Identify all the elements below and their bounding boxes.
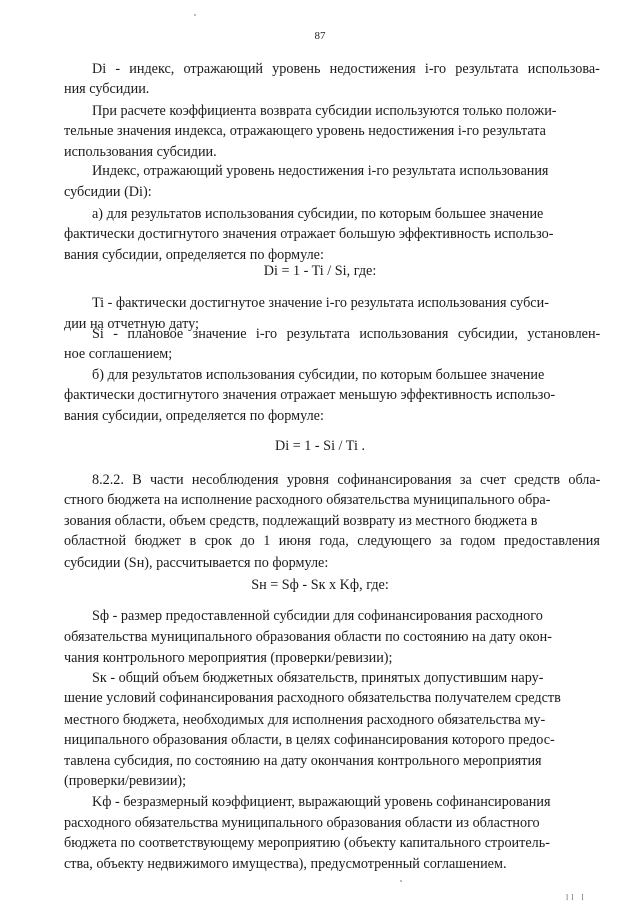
scan-speck xyxy=(400,880,402,882)
paragraph-line: шение условий софинансирования расходного обязательства получателем средств xyxy=(64,690,561,706)
paragraph-line: Индекс, отражающий уровень недостижения i-го результата использования xyxy=(92,163,549,179)
paragraph-line: 8.2.2. В части несоблюдения уровня софинансирования за счет средств обла- xyxy=(92,472,601,488)
paragraph-line: стного бюджета на исполнение расходного обязательства муниципального обра- xyxy=(64,492,551,508)
page-number: 87 xyxy=(314,30,326,42)
paragraph-line: вания субсидии, определяется по формуле: xyxy=(64,247,324,263)
paragraph-line: а) для результатов использования субсидии, по которым большее значение xyxy=(92,206,544,222)
paragraph-line: чания контрольного мероприятия (проверки/ревизии); xyxy=(64,650,393,666)
paragraph-line: зования области, объем средств, подлежащий возврату из местного бюджета в xyxy=(64,513,538,529)
paragraph-line: субсидии (Di): xyxy=(64,184,152,200)
formula: Di = 1 - Ti / Si, где: xyxy=(263,263,377,279)
paragraph-line: (проверки/ревизии); xyxy=(64,773,187,789)
scan-corner-mark: ll l xyxy=(566,893,587,902)
paragraph-line: Kф - безразмерный коэффициент, выражающий уровень софинансирования xyxy=(92,794,551,810)
paragraph-line: тельные значения индекса, отражающего уровень недостижения i-го результата xyxy=(64,123,546,139)
paragraph-line: фактически достигнутого значения отражает меньшую эффективность использо- xyxy=(64,387,556,403)
paragraph-line: Ti - фактически достигнутое значение i-го результата использования субси- xyxy=(92,295,549,311)
paragraph-line: расходного обязательства муниципального образования области из областного xyxy=(64,815,540,831)
paragraph-line: фактически достигнутого значения отражает большую эффективность использо- xyxy=(64,226,554,242)
paragraph-line: Sк - общий объем бюджетных обязательств, принятых допустившим нару- xyxy=(92,670,544,686)
paragraph-line: Di - индекс, отражающий уровень недостижения i-го результата использова- xyxy=(92,61,600,77)
paragraph-line: субсидии (Sн), рассчитывается по формуле: xyxy=(64,555,329,571)
formula: Sн = Sф - Sк х Kф, где: xyxy=(251,577,389,593)
paragraph-line: использования субсидии. xyxy=(64,144,217,160)
paragraph-line: ства, объекту недвижимого имущества), предусмотренный соглашением. xyxy=(64,856,507,872)
paragraph-line: дии на отчетную дату; xyxy=(64,316,199,332)
paragraph-line: ниципального образования области, в целях софинансирования которого предос- xyxy=(64,732,555,748)
paragraph-line: б) для результатов использования субсидии, по которым большее значение xyxy=(92,367,545,383)
paragraph-line: областной бюджет в срок до 1 июня года, следующего за годом предоставления xyxy=(64,533,600,549)
paragraph-line: вания субсидии, определяется по формуле: xyxy=(64,408,324,424)
paragraph-line: местного бюджета, необходимых для исполнения расходного обязательства му- xyxy=(64,712,546,728)
paragraph-line: Si - плановое значение i-го результата использования субсидии, установлен- xyxy=(92,326,601,342)
paragraph-line: тавлена субсидия, по состоянию на дату окончания контрольного мероприятия xyxy=(64,753,542,769)
formula: Di = 1 - Si / Ti . xyxy=(274,438,365,454)
paragraph-line: бюджета по соответствующему мероприятию (объекту капитального строитель- xyxy=(64,835,550,851)
paragraph-line: ния субсидии. xyxy=(64,81,150,97)
paragraph-line: обязательства муниципального образования области по состоянию на дату окон- xyxy=(64,629,552,645)
paragraph-line: ное соглашением; xyxy=(64,346,173,362)
scan-speck xyxy=(194,14,196,16)
paragraph-line: При расчете коэффициента возврата субсидии используются только положи- xyxy=(92,103,557,119)
paragraph-line: Sф - размер предоставленной субсидии для софинансирования расходного xyxy=(92,608,543,624)
